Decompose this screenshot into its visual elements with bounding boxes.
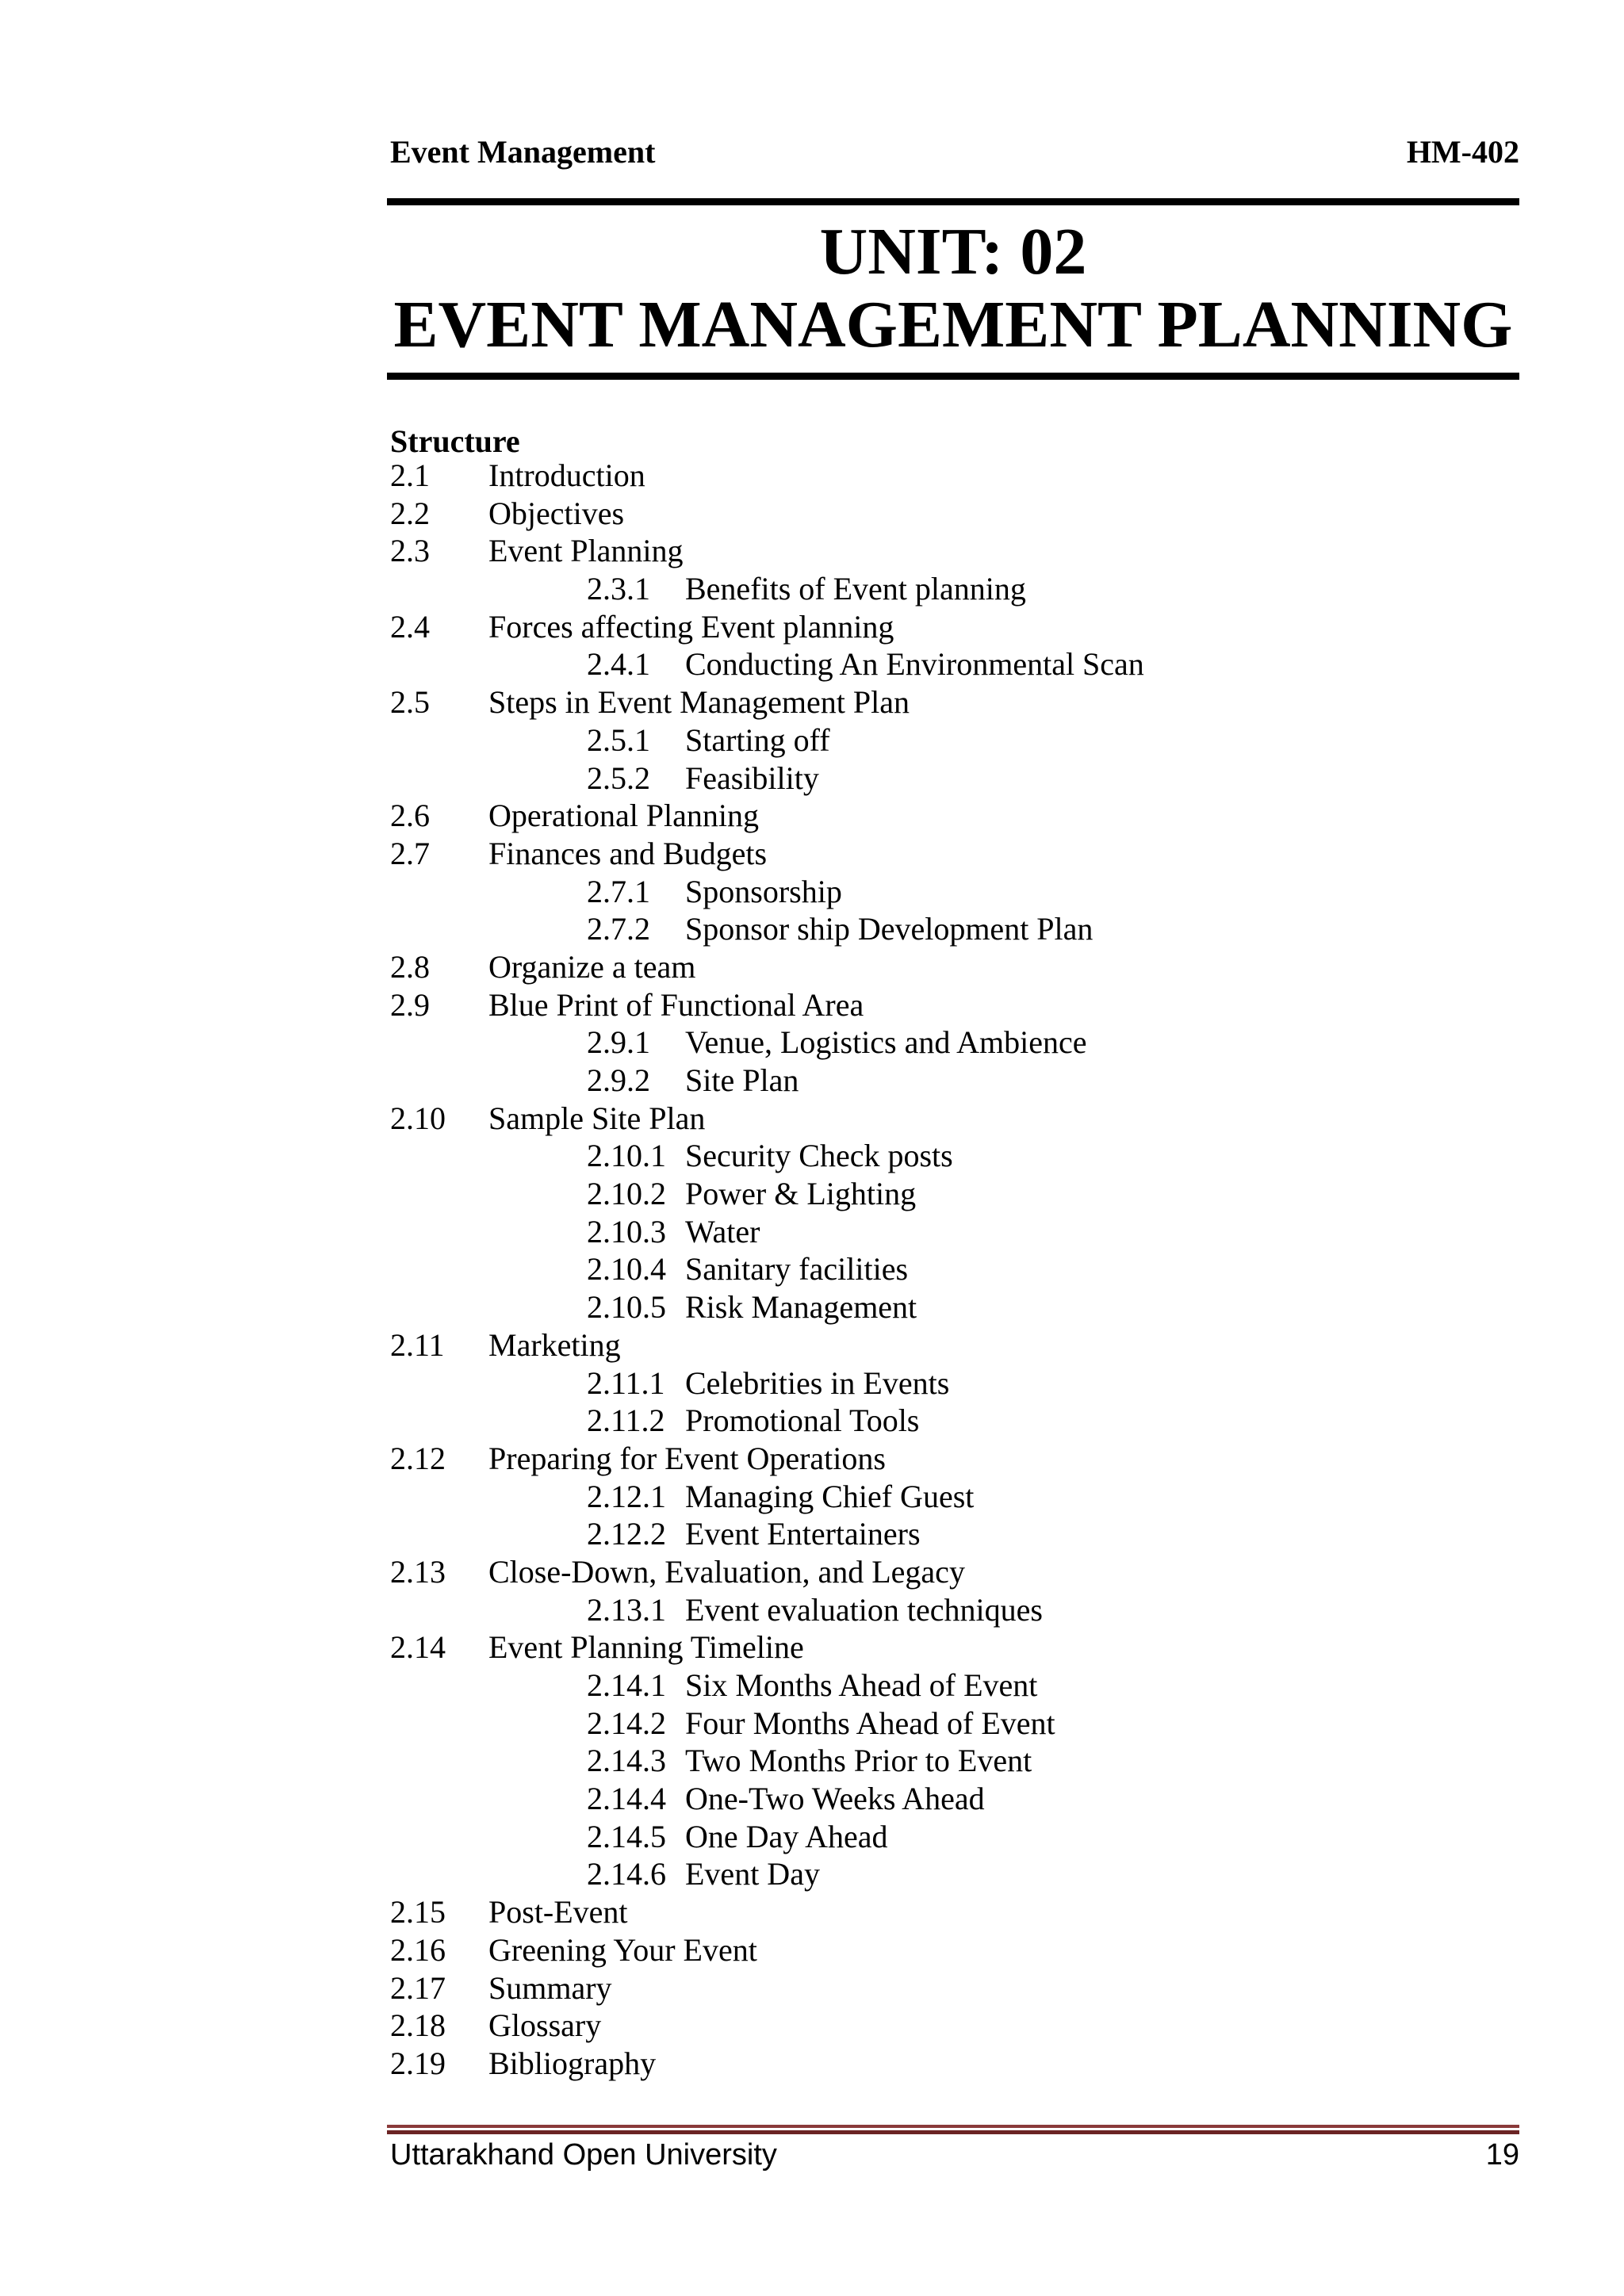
university-name: Uttarakhand Open University [390, 2138, 777, 2172]
toc-number: 2.1 [390, 457, 430, 493]
unit-number: UNIT: 02 [819, 215, 1087, 289]
toc-title: Promotional Tools [685, 1402, 920, 1439]
toc-subsection [390, 1591, 1500, 1629]
toc-title: Security Check posts [685, 1138, 953, 1174]
toc-number: 2.11 [390, 1326, 445, 1363]
table-of-contents [390, 457, 1500, 2083]
toc-title: Risk Management [685, 1289, 917, 1326]
toc-section [390, 1553, 1500, 1591]
toc-title: Starting off [685, 721, 830, 758]
toc-title: Close-Down, Evaluation, and Legacy [488, 1553, 965, 1590]
toc-title: Event Planning [488, 533, 684, 569]
toc-number: 2.3 [390, 533, 430, 569]
toc-title: Event Planning Timeline [488, 1629, 804, 1666]
toc-subsection [390, 1855, 1500, 1893]
toc-number: 2.2 [390, 495, 430, 531]
toc-number: 2.7.2 [587, 911, 650, 947]
toc-number: 2.5.1 [587, 721, 650, 758]
toc-subsection [390, 910, 1500, 948]
toc-section [390, 1628, 1500, 1667]
header-rule [387, 198, 1519, 205]
toc-title: Bibliography [488, 2045, 657, 2081]
structure-heading: Structure [390, 423, 520, 459]
toc-subsection [390, 1062, 1500, 1100]
toc-section [390, 457, 1500, 495]
toc-title: Benefits of Event planning [685, 571, 1026, 607]
toc-number: 2.10.5 [587, 1289, 666, 1326]
toc-number: 2.11.2 [587, 1402, 665, 1439]
toc-title: Post-Event [488, 1894, 628, 1931]
toc-section [390, 986, 1500, 1024]
toc-number: 2.10.3 [587, 1213, 666, 1249]
toc-subsection [390, 1742, 1500, 1780]
toc-title: Feasibility [685, 760, 819, 796]
toc-number: 2.14.5 [587, 1818, 666, 1854]
toc-title: Objectives [488, 495, 625, 531]
toc-title: Introduction [488, 457, 645, 493]
toc-subsection [390, 1705, 1500, 1743]
toc-number: 2.7 [390, 835, 430, 871]
page-number: 19 [1485, 2138, 1519, 2172]
toc-number: 2.12.1 [587, 1478, 666, 1514]
toc-section [390, 948, 1500, 986]
toc-title: Sanitary facilities [685, 1251, 909, 1288]
toc-title: Organize a team [488, 948, 696, 985]
toc-title: One-Two Weeks Ahead [685, 1781, 985, 1817]
toc-section [390, 608, 1500, 646]
toc-section [390, 683, 1500, 721]
toc-section [390, 1440, 1500, 1478]
toc-subsection [390, 1137, 1500, 1175]
toc-number: 2.4 [390, 608, 430, 645]
toc-title: Summary [488, 1969, 612, 2006]
toc-title: Forces affecting Event planning [488, 608, 894, 645]
toc-number: 2.10 [390, 1100, 446, 1136]
toc-title: Sample Site Plan [488, 1100, 706, 1136]
toc-title: Sponsor ship Development Plan [685, 911, 1094, 947]
toc-number: 2.14.6 [587, 1856, 666, 1892]
toc-subsection [390, 1402, 1500, 1440]
toc-number: 2.14.2 [587, 1705, 666, 1741]
toc-title: Venue, Logistics and Ambience [685, 1024, 1087, 1061]
toc-title: Two Months Prior to Event [685, 1743, 1032, 1779]
toc-section [390, 1326, 1500, 1364]
toc-title: Preparing for Event Operations [488, 1440, 886, 1476]
toc-subsection [390, 1780, 1500, 1818]
toc-subsection [390, 1175, 1500, 1213]
toc-title: One Day Ahead [685, 1818, 888, 1854]
toc-title: Finances and Budgets [488, 835, 768, 871]
toc-number: 2.9.2 [587, 1062, 650, 1098]
toc-number: 2.14.4 [587, 1781, 666, 1817]
toc-title: Event Day [685, 1856, 820, 1892]
toc-subsection [390, 1364, 1500, 1402]
toc-title: Steps in Event Management Plan [488, 684, 910, 721]
toc-section [390, 797, 1500, 835]
toc-number: 2.7.1 [587, 873, 650, 909]
unit-title: EVENT MANAGEMENT PLANNING [393, 288, 1513, 362]
toc-number: 2.12.2 [587, 1516, 666, 1552]
toc-number: 2.9.1 [587, 1024, 650, 1061]
toc-section [390, 835, 1500, 873]
toc-number: 2.12 [390, 1440, 446, 1476]
toc-number: 2.6 [390, 798, 430, 834]
toc-number: 2.5 [390, 684, 430, 721]
toc-title: Event evaluation techniques [685, 1591, 1043, 1628]
toc-title: Glossary [488, 2007, 602, 2044]
page-footer [390, 2138, 1519, 2176]
toc-section [390, 495, 1500, 533]
toc-title: Water [685, 1213, 760, 1249]
toc-subsection [390, 1024, 1500, 1062]
toc-number: 2.17 [390, 1969, 446, 2006]
toc-number: 2.4.1 [587, 646, 650, 683]
running-header [390, 133, 1519, 178]
toc-subsection [390, 1515, 1500, 1553]
toc-subsection [390, 760, 1500, 798]
toc-subsection [390, 1667, 1500, 1705]
toc-section [390, 1969, 1500, 2007]
toc-number: 2.10.4 [587, 1251, 666, 1288]
toc-number: 2.10.1 [587, 1138, 666, 1174]
title-rule [387, 373, 1519, 380]
toc-subsection [390, 1478, 1500, 1516]
toc-number: 2.8 [390, 948, 430, 985]
toc-subsection [390, 1818, 1500, 1856]
toc-subsection [390, 721, 1500, 760]
toc-number: 2.15 [390, 1894, 446, 1931]
toc-title: Celebrities in Events [685, 1364, 950, 1401]
toc-title: Greening Your Event [488, 1931, 757, 1968]
toc-number: 2.10.2 [587, 1176, 666, 1212]
toc-number: 2.14.3 [587, 1743, 666, 1779]
course-code: HM-402 [1406, 134, 1519, 170]
toc-title: Blue Print of Functional Area [488, 986, 864, 1023]
course-title: Event Management [390, 134, 656, 170]
toc-section [390, 2045, 1500, 2083]
toc-number: 2.13 [390, 1553, 446, 1590]
toc-title: Six Months Ahead of Event [685, 1667, 1038, 1703]
toc-title: Four Months Ahead of Event [685, 1705, 1055, 1741]
footer-rule [387, 2125, 1519, 2136]
toc-number: 2.5.2 [587, 760, 650, 796]
toc-section [390, 2007, 1500, 2045]
toc-title: Event Entertainers [685, 1516, 921, 1552]
toc-section [390, 1893, 1500, 1931]
toc-number: 2.16 [390, 1931, 446, 1968]
toc-subsection [390, 1213, 1500, 1251]
toc-number: 2.14 [390, 1629, 446, 1666]
toc-title: Marketing [488, 1326, 621, 1363]
toc-subsection [390, 873, 1500, 911]
toc-subsection [390, 1288, 1500, 1326]
toc-number: 2.14.1 [587, 1667, 666, 1703]
toc-number: 2.11.1 [587, 1364, 665, 1401]
toc-section [390, 532, 1500, 570]
toc-subsection [390, 645, 1500, 683]
toc-number: 2.3.1 [587, 571, 650, 607]
toc-title: Conducting An Environmental Scan [685, 646, 1144, 683]
toc-title: Sponsorship [685, 873, 842, 909]
toc-subsection [390, 570, 1500, 608]
toc-section [390, 1931, 1500, 1969]
toc-title: Site Plan [685, 1062, 799, 1098]
toc-title: Power & Lighting [685, 1176, 917, 1212]
toc-number: 2.9 [390, 986, 430, 1023]
toc-title: Managing Chief Guest [685, 1478, 975, 1514]
toc-number: 2.18 [390, 2007, 446, 2044]
toc-section [390, 1100, 1500, 1138]
toc-title: Operational Planning [488, 798, 760, 834]
toc-subsection [390, 1250, 1500, 1288]
toc-number: 2.19 [390, 2045, 446, 2081]
toc-number: 2.13.1 [587, 1591, 666, 1628]
